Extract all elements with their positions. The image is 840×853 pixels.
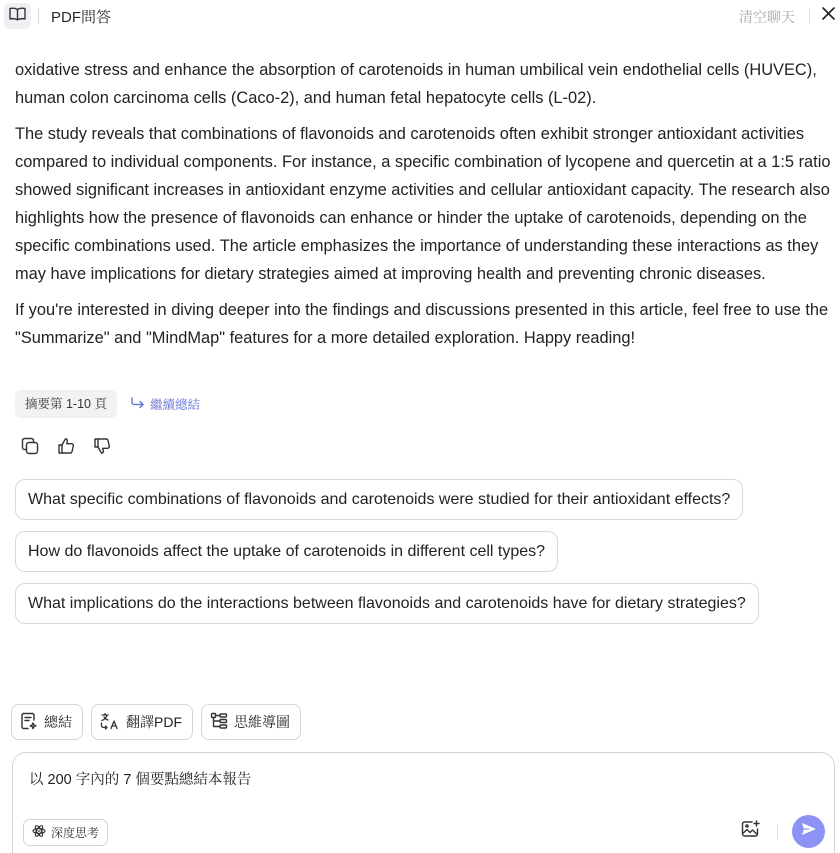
mindmap-icon [210, 712, 234, 733]
book-button[interactable] [4, 3, 31, 29]
image-add-icon [741, 820, 761, 843]
thumbs-down-icon [93, 437, 111, 460]
translate-icon [100, 712, 126, 733]
thumbs-up-icon [57, 437, 75, 460]
atom-icon [32, 824, 51, 841]
copy-button[interactable] [20, 438, 40, 458]
forward-arrow-icon [131, 397, 150, 412]
header-divider-right [809, 8, 810, 24]
book-open-icon [9, 7, 26, 26]
answer-paragraph: If you're interested in diving deeper into the findings and discussions presented in this article, feel free to use the "Summarize" and "MindMap" features for a more detailed exploration. Happy reading! [15, 301, 829, 347]
tool-buttons [11, 704, 309, 740]
close-button[interactable] [819, 7, 837, 25]
summarize-label: 總結 [44, 714, 72, 730]
continue-summary-label: 繼續總結 [149, 398, 200, 412]
translate-pdf-label: 翻譯PDF [126, 714, 182, 730]
input-divider [777, 824, 778, 840]
chat-input[interactable]: 以 200 字內的 7 個要點總結本報告 [29, 772, 252, 788]
header-divider [38, 8, 39, 24]
deep-think-label: 深度思考 [51, 826, 100, 840]
message-actions [20, 438, 128, 458]
copy-icon [21, 437, 39, 460]
summary-doc-icon [20, 712, 44, 733]
mindmap-button[interactable] [201, 704, 301, 740]
header [0, 0, 840, 32]
add-image-button[interactable] [739, 820, 763, 842]
page-range-badge[interactable]: 摘要第 1-10 頁 [15, 390, 117, 418]
summarize-button[interactable] [11, 704, 83, 740]
answer-paragraph: The study reveals that combinations of flavonoids and carotenoids often exhibit stronger antioxidant activities compared to individual components. For instance, a specific combination of lycopene and quercetin at a 1:5 ratio showed significant increases in antioxidant enzyme activities and cellular antioxidant capacity. The research also highlights how the presence of flavonoids can enhance or hinder the uptake of carotenoids, depending on the specific combinations used. The article emphasizes the importance of understanding these interactions as they may have implications for dietary strategies aimed at improving health and preventing chronic diseases. [15, 125, 831, 283]
thumbs-up-button[interactable] [56, 438, 76, 458]
deep-think-toggle[interactable] [23, 819, 108, 846]
translate-pdf-button[interactable] [91, 704, 193, 740]
clear-chat-button[interactable]: 清空聊天 [739, 9, 795, 25]
suggested-question[interactable]: What specific combinations of flavonoids and carotenoids were studied for their antioxidant effects? [15, 479, 743, 520]
chat-input-box[interactable] [12, 752, 835, 853]
close-icon [822, 7, 835, 25]
answer-content [15, 56, 837, 360]
suggested-questions [15, 479, 759, 635]
send-button[interactable] [792, 815, 825, 848]
continue-summary-link[interactable] [131, 395, 200, 413]
suggested-question[interactable]: What implications do the interactions between flavonoids and carotenoids have for dietary strategies? [15, 583, 759, 624]
summary-row [15, 390, 200, 418]
answer-paragraph: oxidative stress and enhance the absorption of carotenoids in human umbilical vein endothelial cells (HUVEC), human colon carcinoma cells (Caco-2), and human fetal hepatocyte cells (L-02). [15, 61, 817, 107]
thumbs-down-button[interactable] [92, 438, 112, 458]
send-icon [801, 822, 817, 841]
suggested-question[interactable]: How do flavonoids affect the uptake of carotenoids in different cell types? [15, 531, 558, 572]
page-title: PDF問答 [51, 9, 112, 26]
mindmap-label: 思維導圖 [234, 714, 290, 730]
